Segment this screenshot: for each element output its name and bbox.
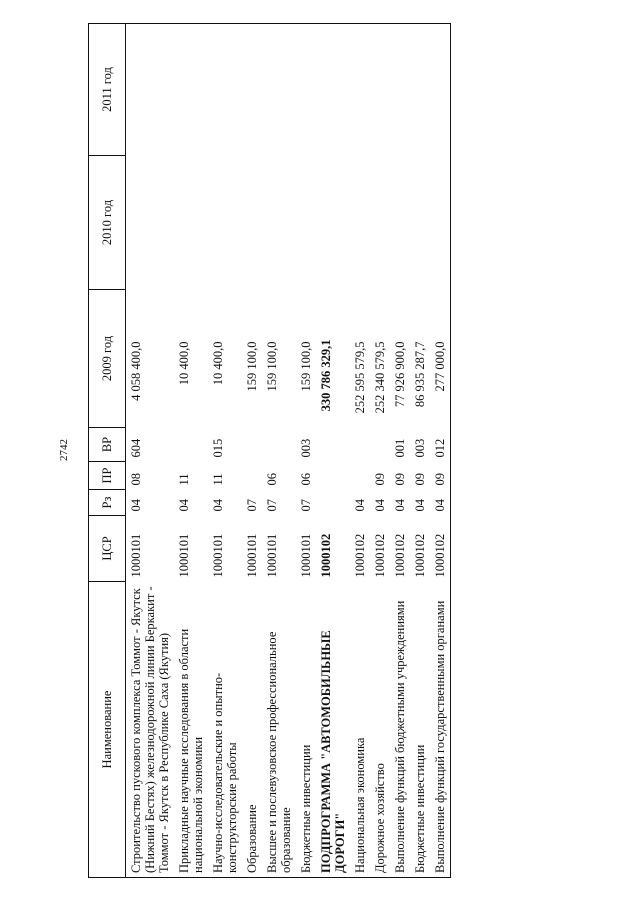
row-2010-cell: [296, 156, 316, 290]
row-2010-cell: [126, 156, 175, 290]
row-csr-cell: 1000102: [393, 533, 407, 578]
row-pr-cell: 11: [211, 473, 225, 486]
table-row: [316, 24, 350, 878]
row-2011-cell: [390, 24, 410, 156]
row-rz-cell: [316, 490, 350, 516]
row-rz-cell: 04: [413, 499, 427, 512]
row-2010-cell: [174, 156, 208, 290]
row-rz-cell: 04: [353, 499, 367, 512]
row-csr-cell: 1000101: [265, 533, 279, 578]
header-2010: 2010 год: [89, 156, 126, 290]
row-pr-cell: [316, 462, 350, 490]
row-csr-cell: 1000101: [245, 533, 259, 578]
row-csr-cell: 1000102: [373, 533, 387, 578]
row-vr-cell: [174, 428, 208, 462]
row-name-cell: Высшее и послевузовское профессиональное образование: [265, 631, 293, 873]
budget-table-container: [88, 24, 608, 878]
row-csr-cell: 1000102: [353, 533, 367, 578]
row-name-cell: Национальная экономика: [353, 737, 367, 873]
row-vr-cell: 015: [211, 438, 225, 458]
row-2011-cell: [316, 24, 350, 156]
row-rz-cell: 07: [299, 499, 313, 512]
header-name: Наименование: [89, 582, 126, 878]
header-2011: 2011 год: [89, 24, 126, 156]
budget-table: [88, 23, 451, 878]
page-number: 2742: [58, 439, 70, 461]
row-rz-cell: 07: [245, 499, 259, 512]
row-pr-cell: 11: [177, 473, 191, 486]
row-2011-cell: [174, 24, 208, 156]
row-pr-cell: 09: [413, 473, 427, 486]
header-2009: 2009 год: [89, 290, 126, 428]
row-name-cell: Образование: [245, 804, 259, 873]
row-2011-cell: [126, 24, 175, 156]
row-2009-cell: 252 340 579,5: [373, 341, 387, 414]
row-2010-cell: [350, 156, 370, 290]
row-name-cell: Дорожное хозяйство: [373, 763, 387, 873]
row-2011-cell: [350, 24, 370, 156]
row-2009-cell: 159 100,0: [299, 341, 313, 392]
row-2009-cell: 330 786 329,1: [319, 339, 333, 412]
row-2009-cell: 252 595 579,5: [353, 341, 367, 414]
row-pr-cell: 06: [265, 473, 279, 486]
row-2010-cell: [430, 156, 451, 290]
row-name-cell: ПОДПРОГРАММА "АВТОМОБИЛЬНЫЕ ДОРОГИ": [319, 630, 347, 873]
row-csr-cell: 1000101: [177, 533, 191, 578]
row-pr-cell: 09: [373, 473, 387, 486]
row-pr-cell: [350, 462, 370, 490]
table-row: [208, 24, 242, 878]
table-row: [350, 24, 370, 878]
row-2009-cell: 10 400,0: [211, 341, 225, 386]
row-2009-cell: 86 935 287,7: [413, 341, 427, 408]
row-2011-cell: [430, 24, 451, 156]
row-name-cell: Выполнение функций бюджетными учреждениями: [393, 600, 407, 873]
table-row: [390, 24, 410, 878]
row-rz-cell: 04: [373, 499, 387, 512]
row-name-cell: Прикладные научные исследования в области национальной экономики: [177, 628, 205, 873]
row-2010-cell: [370, 156, 390, 290]
header-pr: ПР: [89, 462, 126, 490]
row-csr-cell: 1000101: [211, 533, 225, 578]
row-csr-cell: 1000102: [413, 533, 427, 578]
row-vr-cell: [316, 428, 350, 462]
row-rz-cell: 04: [433, 499, 447, 512]
row-rz-cell: 04: [393, 499, 407, 512]
row-vr-cell: 003: [413, 438, 427, 458]
row-csr-cell: 1000102: [319, 533, 333, 578]
row-2009-cell: 4 058 400,0: [129, 341, 143, 401]
table-body: [126, 24, 451, 878]
row-2010-cell: [242, 156, 262, 290]
rotated-page: [88, 24, 608, 878]
row-csr-cell: 1000101: [129, 533, 143, 578]
row-2010-cell: [262, 156, 296, 290]
header-vr: ВР: [89, 428, 126, 462]
row-vr-cell: 003: [299, 438, 313, 458]
row-name-cell: Строительство пускового комплекса Томмот - Якутск (Нижний Бестях) железнодорожной линии Беркакит - Томмот - Якутск в Республике Саха (Якутия): [129, 586, 171, 873]
table-row: [296, 24, 316, 878]
row-pr-cell: 09: [393, 473, 407, 486]
row-2011-cell: [208, 24, 242, 156]
row-rz-cell: 04: [129, 499, 143, 512]
row-csr-cell: 1000101: [299, 533, 313, 578]
row-csr-cell: 1000102: [433, 533, 447, 578]
row-2011-cell: [262, 24, 296, 156]
row-vr-cell: [370, 428, 390, 462]
row-2011-cell: [296, 24, 316, 156]
row-pr-cell: 09: [433, 473, 447, 486]
row-name-cell: Бюджетные инвестиции: [413, 744, 427, 873]
row-2009-cell: 159 100,0: [265, 341, 279, 392]
table-header: [89, 24, 126, 878]
row-name-cell: Научно-исследовательские и опытно-конструкторские работы: [211, 672, 239, 873]
row-2010-cell: [316, 156, 350, 290]
row-rz-cell: 07: [265, 499, 279, 512]
header-csr: ЦСР: [89, 516, 126, 582]
row-2009-cell: 159 100,0: [245, 341, 259, 392]
row-2010-cell: [208, 156, 242, 290]
row-2009-cell: 77 926 900,0: [393, 341, 407, 408]
row-2011-cell: [242, 24, 262, 156]
row-name-cell: Выполнение функций государственными органами: [433, 600, 447, 873]
row-pr-cell: 06: [299, 473, 313, 486]
table-row: [430, 24, 451, 878]
header-rz: Рз: [89, 490, 126, 516]
row-2010-cell: [390, 156, 410, 290]
table-row: [174, 24, 208, 878]
row-rz-cell: 04: [211, 499, 225, 512]
row-2009-cell: 277 000,0: [433, 341, 447, 392]
row-2011-cell: [370, 24, 390, 156]
table-row: [410, 24, 430, 878]
row-name-cell: Бюджетные инвестиции: [299, 744, 313, 873]
row-pr-cell: 08: [129, 473, 143, 486]
row-vr-cell: [242, 428, 262, 462]
row-vr-cell: 604: [129, 438, 143, 458]
table-row: [242, 24, 262, 878]
row-vr-cell: [350, 428, 370, 462]
table-row: [126, 24, 175, 878]
row-2011-cell: [410, 24, 430, 156]
row-vr-cell: 012: [433, 438, 447, 458]
row-2010-cell: [410, 156, 430, 290]
table-row: [370, 24, 390, 878]
table-row: [262, 24, 296, 878]
row-vr-cell: 001: [393, 438, 407, 458]
row-vr-cell: [262, 428, 296, 462]
row-pr-cell: [242, 462, 262, 490]
row-rz-cell: 04: [177, 499, 191, 512]
row-2009-cell: 10 400,0: [177, 341, 191, 386]
